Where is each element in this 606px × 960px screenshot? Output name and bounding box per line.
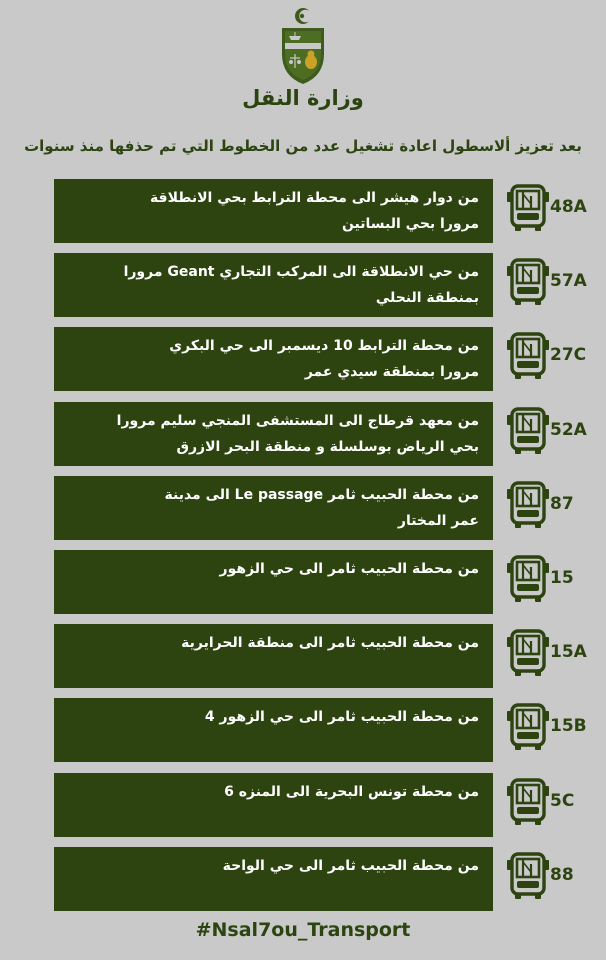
route-description-line-1: من محطة تونس البحرية الى المنزه 6: [224, 784, 479, 800]
route-description-line-2: بحي الرياض بوسلسلة و منطقة البحر الازرق: [176, 439, 479, 455]
hashtag: #Nsal7ou_Transport: [195, 919, 411, 941]
route-description-line-1: من حي الانطلاقة الى المركب التجاري Geant مرورا: [123, 264, 479, 280]
route-item: [0, 624, 606, 688]
route-number: 57A: [550, 271, 587, 291]
route-number: 15B: [550, 716, 587, 736]
route-panel: [54, 773, 493, 837]
route-item: [0, 698, 606, 762]
route-description-line-1: من معهد قرطاج الى المستشفى المنجي سليم مرورا: [116, 413, 479, 429]
route-panel: [54, 402, 493, 466]
route-panel: [54, 847, 493, 911]
route-item: [0, 476, 606, 540]
bus-icon: [507, 553, 549, 603]
route-description-line-2: عمر المختار: [397, 513, 479, 529]
bus-icon: [507, 850, 549, 900]
ministry-title: وزارة النقل: [242, 86, 364, 110]
bus-icon: [507, 627, 549, 677]
route-number: 88: [550, 865, 574, 885]
route-description-line-2: مرورا بمنطقة سيدي عمر: [304, 364, 479, 380]
route-number: 52A: [550, 420, 587, 440]
route-panel: [54, 476, 493, 540]
route-number: 15: [550, 568, 574, 588]
route-description-line-2: بمنطقة النحلي: [375, 290, 479, 306]
route-item: [0, 179, 606, 243]
route-description-line-2: مرورا بحي البساتين: [341, 216, 479, 232]
route-description-line-1: من محطة الحبيب ثامر الى حي الواحة: [222, 858, 479, 874]
bus-icon: [507, 479, 549, 529]
route-number: 15A: [550, 642, 587, 662]
route-panel: [54, 550, 493, 614]
route-description-line-1: من محطة الحبيب ثامر الى حي الزهور: [219, 561, 479, 577]
route-description-line-1: من محطة الحبيب ثامر الى منطقة الحرايرية: [181, 635, 479, 651]
page-subtitle: بعد تعزيز ألاسطول اعادة تشغيل عدد من الخطوط التي تم حذفها منذ سنوات: [24, 137, 582, 155]
route-panel: [54, 327, 493, 391]
bus-icon: [507, 701, 549, 751]
route-item: [0, 550, 606, 614]
route-panel: [54, 253, 493, 317]
route-item: [0, 773, 606, 837]
route-number: 5C: [550, 791, 575, 811]
route-panel: [54, 698, 493, 762]
bus-icon: [507, 256, 549, 306]
bus-icon: [507, 776, 549, 826]
route-item: [0, 847, 606, 911]
route-number: 87: [550, 494, 574, 514]
route-description-line-1: من محطة الحبيب ثامر الى حي الزهور 4: [204, 709, 479, 725]
route-description-line-1: من محطة الحبيب ثامر Le passage الى مدينة: [164, 487, 479, 503]
route-description-line-1: من دوار هيشر الى محطة الترابط بحي الانطلاقة: [149, 190, 479, 206]
route-description-line-1: من محطة الترابط 10 ديسمبر الى حي البكري: [169, 338, 479, 354]
route-panel: [54, 624, 493, 688]
route-item: [0, 253, 606, 317]
route-item: [0, 327, 606, 391]
bus-icon: [507, 330, 549, 380]
bus-icon: [507, 405, 549, 455]
route-item: [0, 402, 606, 466]
route-number: 27C: [550, 345, 587, 365]
bus-icon: [507, 182, 549, 232]
route-panel: [54, 179, 493, 243]
route-number: 48A: [550, 197, 587, 217]
